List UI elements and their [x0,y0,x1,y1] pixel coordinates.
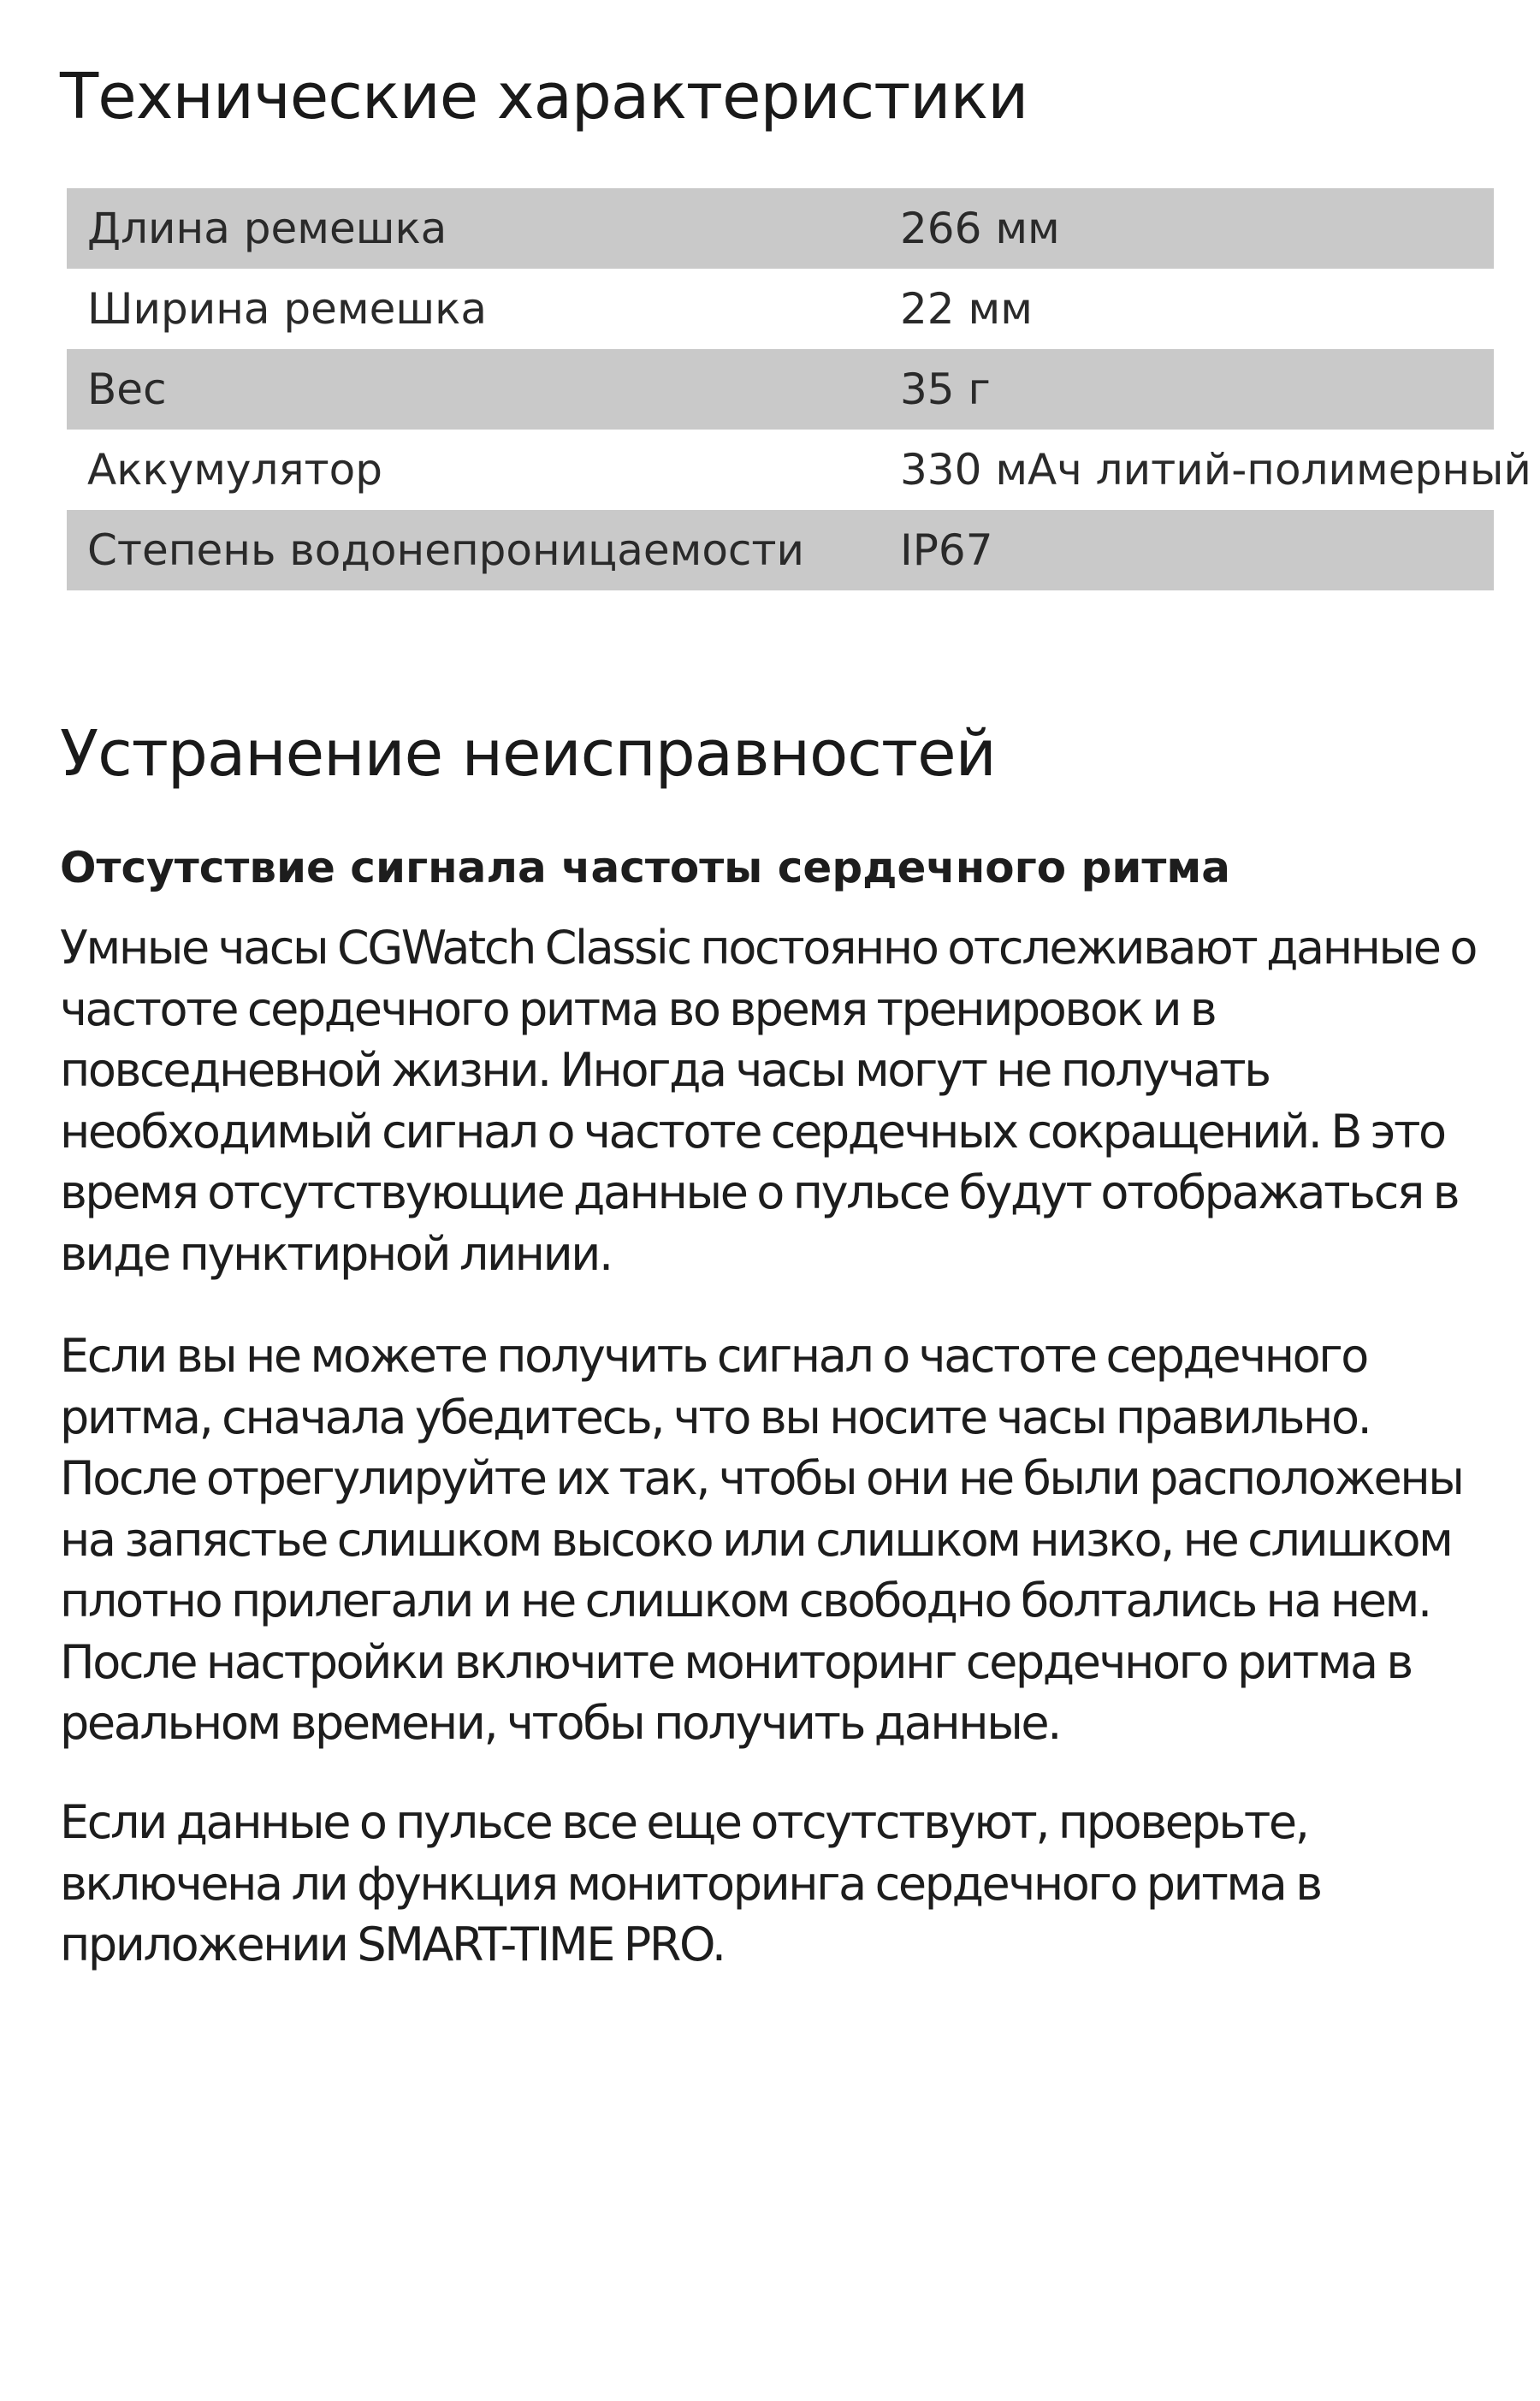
spec-value: 330 мАч литий-полимерный [900,430,1494,510]
spec-value: IP67 [900,510,1494,590]
spec-label: Аккумулятор [67,430,900,510]
specs-heading: Технические характеристики [60,60,1028,133]
troubleshooting-heading: Устранение неисправностей [60,717,996,791]
table-row [67,430,1494,510]
table-row [67,510,1494,590]
table-row [67,188,1494,269]
spec-label: Вес [67,349,900,430]
table-row [67,269,1494,349]
spec-label: Ширина ремешка [67,269,900,349]
spec-label: Степень водонепроницаемости [67,510,900,590]
body-paragraph: Если данные о пульсе все еще отсутствуют, проверьте, включена ли функция мониторинга сердечного ритма в приложении SMART-TIME PRO. [60,1795,1321,1971]
spec-value: 35 г [900,349,1494,430]
spec-value: 266 мм [900,188,1494,269]
body-paragraph: Умные часы CGWatch Classic постоянно отслеживают данные о частоте сердечного ритма во время тренировок и в повседневной жизни. Иногда часы могут не получать необходимый сигнал о частоте сердечных сокращений. В это время отсутствующие данные о пульсе будут отображаться в виде пунктирной линии. [60,921,1476,1281]
specs-table [67,188,1531,590]
spec-value: 22 мм [900,269,1494,349]
troubleshooting-subheading: Отсутствие сигнала частоты сердечного ритма [60,843,1230,892]
spec-label: Длина ремешка [67,188,900,269]
table-row [67,349,1494,430]
body-paragraph: Если вы не можете получить сигнал о частоте сердечного ритма, сначала убедитесь, что вы носите часы правильно. После отрегулируйте их так, чтобы они не были расположены на запястье слишком высоко или слишком низко, не слишком плотно прилегали и не слишком свободно болтались на нем. После настройки включите мониторинг сердечного ритма в реальном времени, чтобы получить данные. [60,1329,1463,1750]
